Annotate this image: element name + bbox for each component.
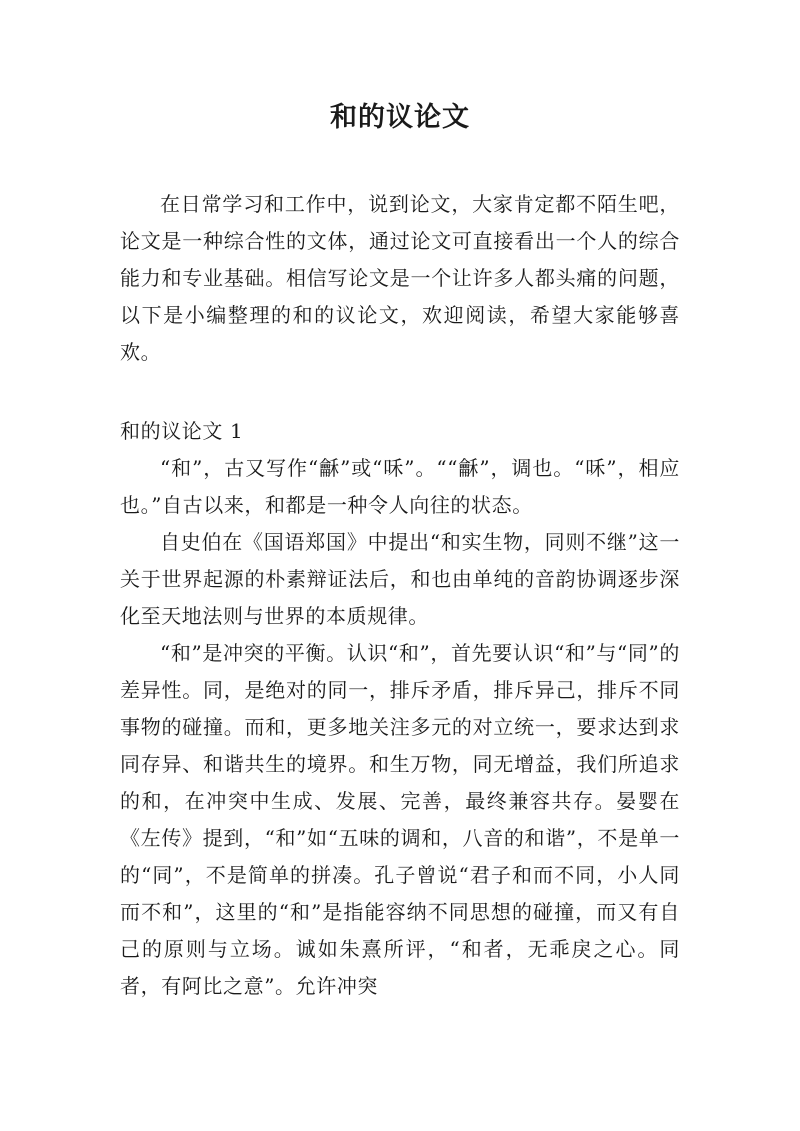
intro-paragraph: 在日常学习和工作中，说到论文，大家肯定都不陌生吧，论文是一种综合性的文体，通过论文可直接看出一个人的综合能力和专业基础。相信写论文是一个让许多人都头痛的问题，以下是小编整理的和的议论文，欢迎阅读，希望大家能够喜欢。 (120, 192, 680, 364)
body-paragraph: “和”，古又写作“龢”或“咊”。““龢”，调也。“咊”，相应也。”自古以来，和都是一种令人向往的状态。 (120, 456, 680, 517)
document-title: 和的议论文 (330, 102, 470, 133)
body-paragraph: 自史伯在《国语郑国》中提出“和实生物，同则不继”这一关于世界起源的朴素辩证法后，和也由单纯的音韵协调逐步深化至天地法则与世界的本质规律。 (120, 530, 680, 628)
section-title: 和的议论文 1 (120, 419, 244, 443)
body-paragraph: “和”是冲突的平衡。认识“和”，首先要认识“和”与“同”的差异性。同，是绝对的同一，排斥矛盾，排斥异己，排斥不同事物的碰撞。而和，更多地关注多元的对立统一，要求达到求同存异、和谐共生的境界。和生万物，同无增益，我们所追求的和，在冲突中生成、发展、完善，最终兼容共存。晏婴在《左传》提到，“和”如“五味的调和，八音的和谐”，不是单一的“同”，不是简单的拼凑。孔子曾说“君子和而不同，小人同而不和”，这里的“和”是指能容纳不同思想的碰撞，而又有自己的原则与立场。诚如朱熹所评，“和者，无乖戾之心。同者，有阿比之意”。允许冲突 (120, 641, 680, 998)
